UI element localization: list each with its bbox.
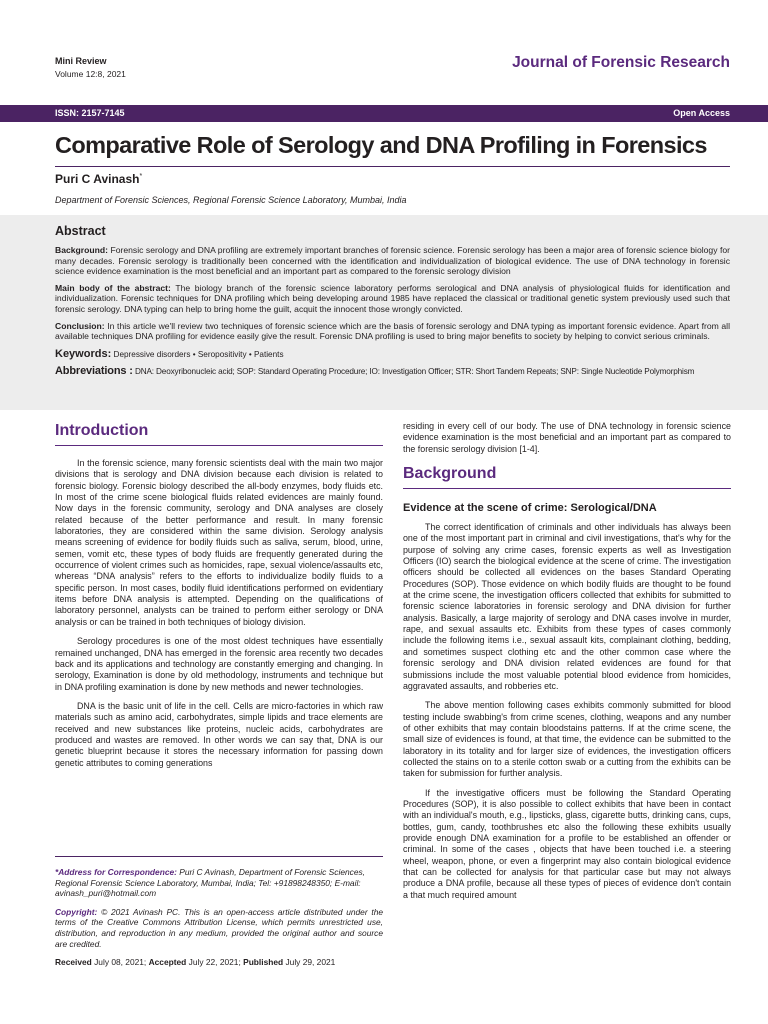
- abstract-background: [55, 245, 730, 277]
- correspondence-address: [55, 867, 383, 899]
- introduction-heading: Introduction: [55, 421, 383, 446]
- abstract-main-text: The biology branch of the forensic science laboratory performs serological and DNA analysis of physiological fluids for identification and individualization. Forensic techniques for DNA profiling which being developing around 1985 have replaced the classical or traditional genetic system previously used such that forensic serology. DNA typing can help to bring home the guilt, acquit the innocent those wrongly convicted.: [55, 282, 731, 314]
- copyright-notice: [55, 907, 383, 949]
- accepted-label: Accepted: [148, 957, 187, 968]
- accepted-date: July 22, 2021;: [188, 957, 241, 968]
- title-divider: [55, 166, 730, 167]
- left-column: [55, 421, 383, 777]
- right-column: [403, 421, 731, 909]
- article-title: Comparative Role of Serology and DNA Profiling in Forensics: [55, 132, 707, 158]
- copyright-text: © 2021 Avinash PC. This is an open-access article distributed under the terms of the Creative Commons Attribution License, which permits unrestricted use, distribution, and reproduction in any medium, provided the original author and source are credited.: [55, 906, 384, 949]
- journal-name: Journal of Forensic Research: [512, 54, 730, 71]
- abstract-main-label: Main body of the abstract:: [55, 282, 171, 293]
- published-label: Published: [243, 957, 284, 968]
- background-paragraph-3: If the investigative officers must be following the Standard Operating Procedures (SOP), it is also possible to collect exhibits that have been in contact with an individual's mouth, e.g., lipsticks, glass, cigarette butts, drinking cans, cups, bottles, gum, candy, toothbrushes etc also the following these exhibits usually provide enough DNA examination for a profile to be established an offender or criminal. In some of the cases , objects that have been touched i.e. a steering wheel, weapon, phone, or even a fingerprint may also contain biological evidence that can be collected for analysis for that particular case but may not always produce a DNA profile, because all these types of pieces of evidence don't contain a that much required amount: [403, 787, 731, 900]
- copyright-label: Copyright:: [55, 906, 98, 917]
- issn: ISSN: 2157-7145: [55, 108, 125, 118]
- publication-dates: [55, 957, 383, 968]
- background-paragraph-1: The correct identification of criminals and other individuals has always been one of the most important part in criminal and civil investigations, that's why for the purpose of solving any crime cases, forensic experts as well as Investigation Officers (IO) search the biological evidence at the scene of crime. The investigation officers should be collected all evidences on the bases Standard Operating Procedures (SOP). Those evidence on which bodily fluids are thought to be found at the crime scene, the investigation officers collected that exhibits for submitted to forensic science laboratories in forensic serology and DNA division for further analysis. Basically, a large majority of serology and DNA cases involve in murder, rape, and sexual assaults etc. Exhibits from these types of cases commonly include the following items i.e., sexual assault kits, complainant clothing, bedding, and sometimes suspect clothing etc and the other common case where the forensic serology and DNA division related evidences are found for that submissions include the most valuable potential blood evidence from homicides, aggravated assaults, and robberies etc.: [403, 522, 731, 691]
- abstract-background-label: Background:: [55, 245, 108, 255]
- author-mark: *: [139, 173, 143, 180]
- received-date: July 08, 2021;: [94, 957, 147, 968]
- keywords-text: Depressive disorders • Seropositivity • Patients: [113, 349, 284, 359]
- correspondence-label: *Address for Correspondence:: [55, 867, 177, 877]
- correspondence-text: Puri C Avinash, Department of Forensic Sciences, Regional Forensic Science Laboratory, Mumbai, India; Tel: +91898248350; E-mail: avinash_puri@hotmail.com: [55, 867, 365, 899]
- introduction-paragraph-1: In the forensic science, many forensic scientists deal with the main two major divisions that is serology and DNA division because each division is related to forensic biology. Forensic biology described the all-body enzymes, body fluids etc. In most of the crime scene biological fluids related evidences are mainly found. Now days in the forensic community, serology and DNA analyses are closely related because of the better performance and result. In many forensic laboratories, they are considered within the same division. Serology analysis means screening of evidence for bodily fluids such as saliva, serum, blood, urine, semen, vomit etc, these types of body fluids are frequently generated during the occurrence of violent crimes such as homicides, rape, sexual violence/assaults etc, whereas “DNA analysis” refers to the efforts to individualize bodily fluids to a specific person. In most cases, bodily fluid identifications performed on evidentiary items before DNA analysis is attempted. Depending on the qualifications of laboratory personnel, analysts can be trained to perform either serology or DNA analysis or can be trained in both techniques of biology division.: [55, 458, 383, 627]
- affiliation: Department of Forensic Sciences, Regional Forensic Science Laboratory, Mumbai, India: [55, 195, 407, 205]
- published-date: July 29, 2021: [285, 957, 336, 968]
- abbreviations-text: DNA: Deoxyribonucleic acid; SOP: Standard Operating Procedure; IO: Investigation Officer; STR: Short Tandem Repeats; SNP: Single Nucleotide Polymorphism: [134, 366, 695, 376]
- author-line: [55, 172, 142, 186]
- background-paragraph-2: The above mention following cases exhibits commonly submitted for blood testing include swabbing's from crime scenes, clothing, weapons and any number of other exhibits that may contain bloodstains patterns. If at the crime scene, the small size of evidences is found, at that time, the evidence can be submitted to the laboratory in its totality and for larger size of evidences, the investigation officers collected the stains on to a sterile cotton swab or a cutting from the exhibits can be taken for submission for further analysis.: [403, 700, 731, 779]
- introduction-continuation: residing in every cell of our body. The use of DNA technology in forensic science evidence examination is the most beneficial and an important part as compared to the forensic serology division [1-4].: [403, 421, 731, 454]
- introduction-paragraph-2: Serology procedures is one of the most oldest techniques have essentially remained unchanged, DNA has emerged in the forensic area recently two decades back and its applications and technology are constantly emerging and changing. In serology, Examination is done by old methodology, instruments and technique but in DNA profiling examination is done by new methods and newer technologies.: [55, 636, 383, 692]
- abstract-heading: Abstract: [55, 224, 106, 238]
- keywords-line: [55, 348, 730, 360]
- abstract-conclusion-label: Conclusion:: [55, 320, 105, 331]
- received-label: Received: [55, 957, 92, 968]
- abstract-conclusion-text: In this article we'll review two techniques of forensic science which are the basis of forensic serology and DNA typing as important forensic evidence. Apart from all available techniques DNA profiling for evidence easily give the result. Forensic DNA profiling is used to bring major benefits to society by helping to convict serious criminals.: [55, 320, 730, 342]
- issn-bar: [0, 105, 768, 122]
- abstract-background-text: Forensic serology and DNA profiling are extremely important branches of forensic science. Forensic serology has been a major area of forensic science biology for many decades. Forensic serology is traditionally been concerned with the identification and individualization of biological evidence. The use of DNA technology in forensic science evidence examination is the most beneficial and an important part as compared to the forensic serology division: [55, 245, 731, 277]
- introduction-paragraph-3: DNA is the basic unit of life in the cell. Cells are micro-factories in which raw materials such as amino acid, carbohydrates, simple lipids and trace elements are received and new substances like proteins, nucleic acids, carbohydrates are produced and wastes are removed. In other words we can say that, DNA is our genetic blueprint because it stores the necessary information for passing down genetic attributes to coming generations: [55, 700, 383, 768]
- abstract-conclusion: [55, 321, 730, 342]
- abstract-main-body: [55, 283, 730, 315]
- volume-info: Volume 12:8, 2021: [55, 69, 126, 79]
- abbreviations-label: Abbreviations :: [55, 364, 133, 377]
- background-subheading: Evidence at the scene of crime: Serological/DNA: [403, 502, 657, 515]
- keywords-label: Keywords:: [55, 347, 112, 360]
- article-type: Mini Review: [55, 56, 107, 66]
- page-header: [55, 52, 730, 92]
- correspondence-footer: [55, 856, 383, 968]
- author-name: Puri C Avinash: [55, 172, 140, 186]
- abstract-section: [0, 215, 768, 410]
- open-access-label: Open Access: [673, 108, 730, 118]
- background-heading: Background: [403, 464, 731, 489]
- abbreviations-line: [55, 365, 730, 377]
